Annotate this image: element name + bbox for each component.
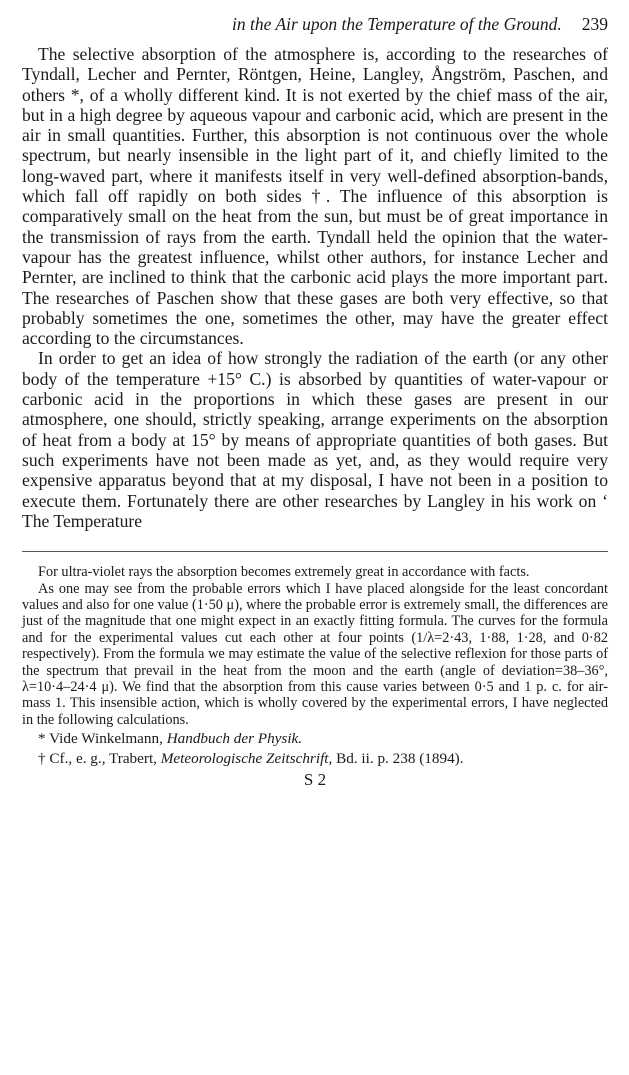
footnote-ref-dagger-title: Meteorologische Zeitschrift — [160, 750, 329, 768]
running-title: in the Air upon the Temperature of the Ground. — [232, 14, 562, 34]
footnote-note-paragraph: As one may see from the probable errors which I have placed alongside for the least concordant values and also for one value (1·50 μ), where the probable error is extremely small, the differences are just of the magnitude that one might expect in an exactly fitting formula. The curves for the formula and for the experimental values cut each other at four points (1/λ=2·43, 1·88, 1·28, and 0·82 respectively). From the formula we may estimate the value of the selective reflexion for those parts of the spectrum that prevail in the heat from the moon and the earth (angle of deviation=38–36°, λ=10·4–24·4 μ). We find that the absorption from this cause varies between 0·5 and 1 p. c. for air-mass 1. This insensible action, which is wholly covered by the experimental errors, I have neglected in the following calculations. — [22, 580, 608, 728]
footnote-ref-dagger — [22, 750, 608, 768]
footnote-rule — [22, 551, 608, 552]
footnote-ref-asterisk-title: Handbuch der Physik. — [166, 730, 303, 748]
signature-mark: S 2 — [303, 770, 327, 790]
body-paragraph-2: In order to get an idea of how strongly the radiation of the earth (or any other body of the temperature +15° C.) is absorbed by quantities of water-vapour or carbonic acid in the proportions in which these gases are present in our atmosphere, one should, strictly speaking, arrange experiments on the absorption of heat from a body at 15° by means of appropriate quantities of both gases. But such experiments have not been made as yet, and, as they would require very expensive apparatus beyond that at my disposal, I have not been in a position to execute them. Fortunately there are other researches by Langley in his work on ‘ The Temperature — [22, 348, 608, 531]
running-head — [22, 14, 608, 40]
footnote-ref-asterisk — [22, 730, 608, 748]
page — [22, 14, 608, 790]
footnote-ref-dagger-prefix: † Cf., e. g., Trabert, — [38, 750, 161, 768]
footnote-continuation: For ultra-violet rays the absorption becomes extremely great in accordance with facts. — [38, 564, 530, 581]
body-paragraph-1: The selective absorption of the atmosphere is, according to the researches of Tyndall, Lecher and Pernter, Röntgen, Heine, Langley, Ångström, Paschen, and others *, of a wholly different kind. It is not exerted by the chief mass of the air, but in a high degree by aqueous vapour and carbonic acid, which are present in the air in small quantities. Further, this absorption is not continuous over the whole spectrum, but nearly insensible in the light part of it, and chiefly limited to the long-waved part, where it manifests itself in very well-defined absorption-bands, which fall off rapidly on both sides †. The influence of this absorption is comparatively small on the heat from the sun, but must be of great importance in the transmission of rays from the earth. Tyndall held the opinion that the water-vapour has the greatest influence, whilst other authors, for instance Lecher and Pernter, are inclined to think that the carbonic acid plays the more important part. The researches of Paschen show that these gases are both very effective, so that probably sometimes the one, sometimes the other, may have the greater effect according to the circumstances. — [22, 44, 608, 349]
page-number: 239 — [581, 14, 608, 34]
footnotes — [22, 564, 608, 768]
body-text — [22, 44, 608, 531]
footnote-ref-asterisk-prefix: * Vide Winkelmann, — [38, 730, 167, 748]
footnote-ref-dagger-suffix: , Bd. ii. p. 238 (1894). — [328, 750, 464, 768]
